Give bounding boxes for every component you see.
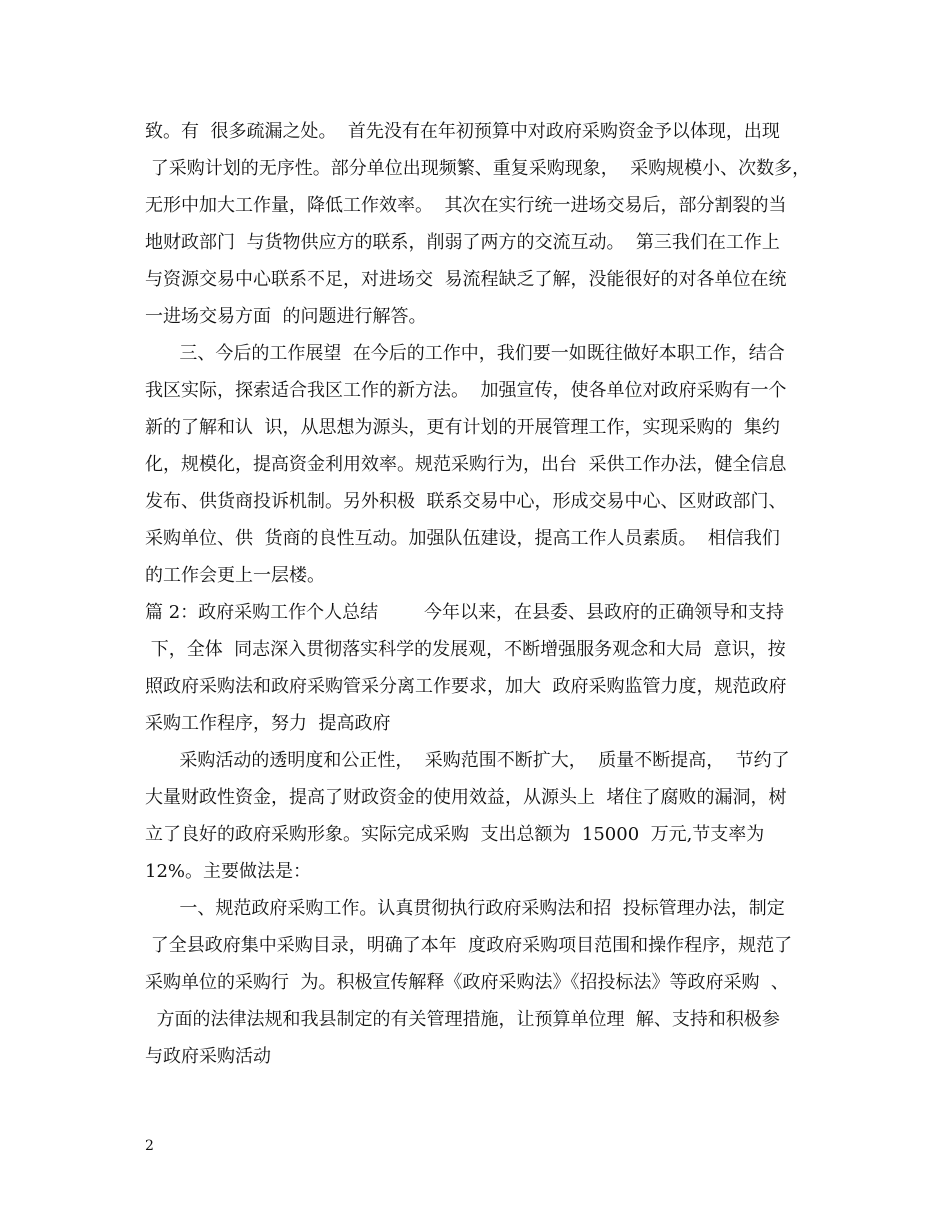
- text-line: 了采购计划的无序性。部分单位出现频繁、重复采购现象， 采购规模小、次数多，: [145, 158, 811, 179]
- text-line: 采购活动的透明度和公正性， 采购范围不断扩大， 质量不断提高， 节约了: [145, 750, 790, 771]
- text-line: 新的了解和认 识，从思想为源头，更有计划的开展管理工作，实现采购的 集约: [145, 417, 780, 438]
- page-number: 2: [145, 1138, 154, 1154]
- text-line: 发布、供货商投诉机制。另外积极 联系交易中心，形成交易中心、区财政部门、: [145, 491, 787, 512]
- text-line: 一、规范政府采购工作。认真贯彻执行政府采购法和招 投标管理办法，制定: [145, 898, 785, 919]
- text-line: 一进场交易方面 的问题进行解答。: [145, 306, 427, 327]
- text-line: 致。有 很多疏漏之处。 首先没有在年初预算中对政府采购资金予以体现，出现: [145, 121, 780, 142]
- text-line: 无形中加大工作量，降低工作效率。 其次在实行统一进场交易后，部分割裂的当: [145, 195, 787, 216]
- text-line: 三、今后的工作展望 在今后的工作中，我们要一如既往做好本职工作，结合: [145, 343, 785, 364]
- text-line: 方面的法律法规和我县制定的有关管理措施，让预算单位理 解、支持和积极参: [145, 1009, 780, 1030]
- text-line: 大量财政性资金，提高了财政资金的使用效益，从源头上 堵住了腐败的漏洞，树: [145, 787, 787, 808]
- text-line: 采购单位的采购行 为。积极宣传解释《政府采购法》《招投标法》等政府采购 、: [145, 972, 789, 993]
- text-line: 化，规模化，提高资金利用效率。规范采购行为，出台 采供工作办法，健全信息: [145, 454, 787, 475]
- text-line: 12%。主要做法是：: [145, 861, 312, 882]
- text-line: 的工作会更上一层楼。: [145, 565, 325, 586]
- text-line: 地财政部门 与货物供应方的联系，削弱了两方的交流互动。 第三我们在工作上: [145, 232, 780, 253]
- text-line: 篇 2：政府采购工作个人总结 今年以来，在县委、县政府的正确领导和支持: [145, 602, 784, 623]
- text-line: 立了良好的政府采购形象。实际完成采购 支出总额为 15000 万元,节支率为: [145, 824, 765, 845]
- text-line: 了全县政府集中采购目录，明确了本年 度政府采购项目范围和操作程序，规范了: [145, 935, 793, 956]
- text-line: 下，全体 同志深入贯彻落实科学的发展观，不断增强服务观念和大局 意识，按: [145, 639, 786, 660]
- text-line: 采购单位、供 货商的良性互动。加强队伍建设，提高工作人员素质。 相信我们: [145, 528, 780, 549]
- text-line: 与资源交易中心联系不足，对进场交 易流程缺乏了解，没能很好的对各单位在统: [145, 269, 787, 290]
- text-line: 采购工作程序，努力 提高政府: [145, 713, 391, 734]
- text-line: 我区实际，探索适合我区工作的新方法。 加强宣传，使各单位对政府采购有一个: [145, 380, 787, 401]
- text-line: 照政府采购法和政府采购管采分离工作要求，加大 政府采购监管力度，规范政府: [145, 676, 787, 697]
- text-line: 与政府采购活动: [145, 1046, 271, 1067]
